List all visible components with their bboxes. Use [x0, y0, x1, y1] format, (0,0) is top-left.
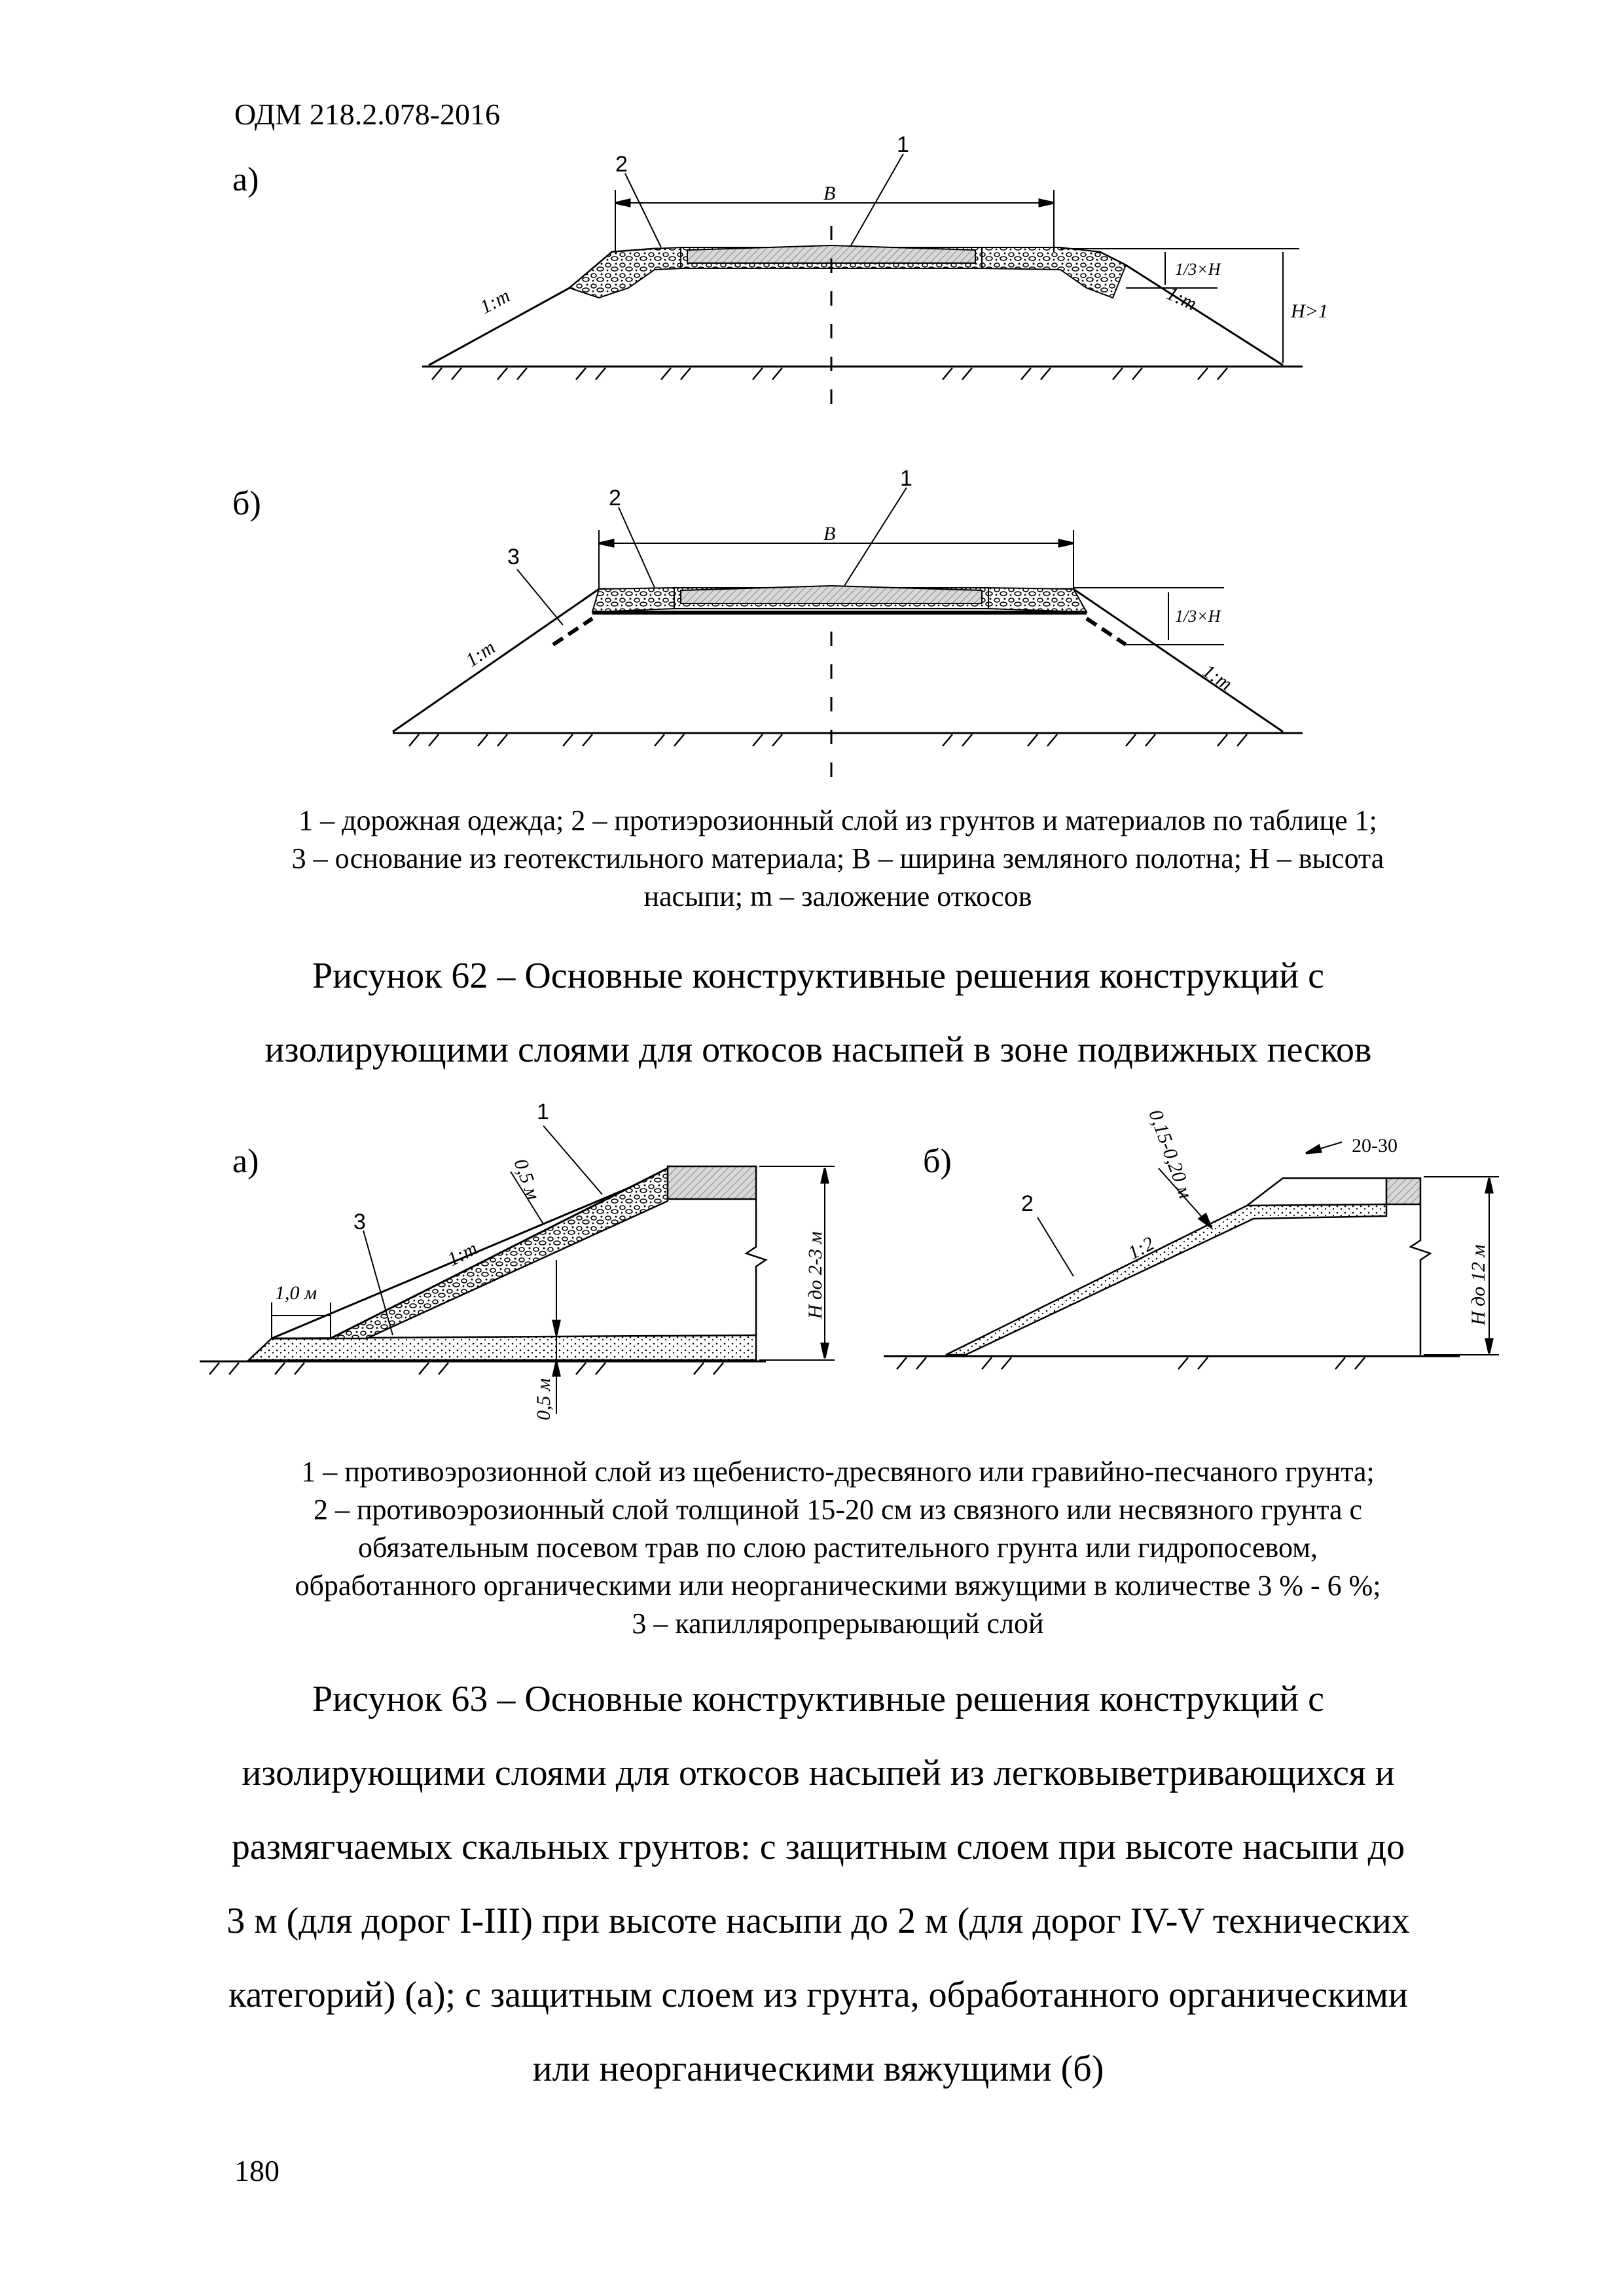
legend-line: 1 – противоэрозионной слой из щебенисто-дресвяного или гравийно-песчаного грунта; — [301, 1456, 1375, 1488]
title-line: изолирующими слоями для откосов насыпей в зоне подвижных песков — [264, 1030, 1372, 1070]
fig63a-base-thickness: 0,5 м — [533, 1378, 554, 1420]
fig62b-layer-height: 1/3×H — [1175, 607, 1221, 626]
fig62-title — [196, 939, 1440, 1087]
title-line: изолирующими слоями для откосов насыпей из легковыветривающихся и — [242, 1753, 1395, 1793]
fig63a-thickness: 0,5 м — [509, 1156, 545, 1203]
fig62-panel-b-label: б) — [232, 485, 261, 522]
ground-hatch — [897, 1357, 1365, 1369]
fig62a-layer-height: 1/3×H — [1175, 260, 1221, 279]
page-number: 180 — [234, 2154, 280, 2187]
fig63a-berm: 1,0 м — [275, 1282, 317, 1304]
fig62-legend — [216, 802, 1460, 916]
fig62b-drawing — [393, 488, 1303, 785]
fig63-panel-a-label: а) — [232, 1143, 259, 1180]
fig62a-width-label: B — [823, 183, 836, 204]
fig62a-height: H>1 — [1291, 300, 1328, 322]
fig62-panel-a-label: а) — [232, 161, 259, 198]
legend-line: 3 – капилляропрерывающий слой — [632, 1607, 1044, 1640]
document-code: ОДМ 218.2.078-2016 — [234, 98, 501, 131]
title-line: или неорганическими вяжущими (б) — [532, 2049, 1104, 2089]
fig63b-slope: 1:2 — [1124, 1232, 1158, 1265]
title-line: 3 м (для дорог I-III) при высоте насыпи до 2 м (для дорог IV-V технических — [226, 1901, 1410, 1941]
fig63-legend — [216, 1453, 1460, 1643]
fig62b-slope-right: 1:m — [1199, 660, 1236, 695]
title-line: Рисунок 63 – Основные конструктивные решения конструкций с — [312, 1679, 1325, 1719]
fig63-panel-b-label: б) — [923, 1143, 952, 1180]
fig62a-callout-2: 2 — [615, 152, 628, 177]
title-line: Рисунок 62 – Основные конструктивные решения конструкций с — [312, 956, 1325, 996]
fig62b-width-label: B — [823, 523, 836, 545]
legend-line: обязательным посевом трав по слою растительного грунта или гидропосевом, — [358, 1532, 1318, 1564]
ground-hatch — [432, 368, 1227, 380]
fig63a-callout-1: 1 — [537, 1100, 549, 1124]
legend-line: 1 – дорожная одежда; 2 – протиэрозионный слой из грунтов и материалов по таблице 1; — [298, 804, 1377, 836]
legend-line: насыпи; m – заложение откосов — [643, 880, 1032, 912]
fig63a-slope: 1:m — [444, 1237, 481, 1271]
title-line: категорий) (а); с защитным слоем из грунта, обработанного органическими — [228, 1975, 1408, 2015]
fig62b-callout-3: 3 — [507, 545, 520, 569]
fig63b-thickness: 0,15-0,20 м — [1144, 1107, 1197, 1202]
legend-line: 3 – основание из геотекстильного материала; В – ширина земляного полотна; Н – высота — [291, 842, 1384, 874]
fig63b-height: H до 12 м — [1468, 1244, 1489, 1325]
fig62a-slope-left: 1:m — [476, 285, 514, 319]
fig63b-drawing — [884, 1142, 1499, 1369]
ground-hatch — [409, 734, 1247, 746]
fig62b-callout-2: 2 — [609, 486, 621, 511]
fig62a-slope-right: 1:m — [1163, 282, 1200, 315]
legend-line: 2 – противоэрозионный слой толщиной 15-20 см из связного или несвязного грунта с — [313, 1494, 1363, 1526]
fig63-title — [196, 1662, 1440, 2106]
fig62b-callout-1: 1 — [900, 466, 912, 491]
fig62a-drawing — [422, 154, 1303, 406]
fig62b-slope-left: 1:m — [461, 636, 499, 672]
fig63b-offset: 20-30 — [1352, 1135, 1398, 1157]
fig62a-callout-1: 1 — [897, 132, 909, 157]
fig63a-callout-3: 3 — [353, 1210, 366, 1234]
fig63b-callout-2: 2 — [1021, 1191, 1034, 1216]
fig63a-height: H до 2-3 м — [804, 1231, 826, 1319]
title-line: размягчаемых скальных грунтов: с защитным слоем при высоте насыпи до — [231, 1827, 1405, 1867]
legend-line: обработанного органическими или неорганическими вяжущими в количестве 3 % - 6 %; — [295, 1570, 1381, 1602]
ground-hatch — [209, 1363, 723, 1374]
